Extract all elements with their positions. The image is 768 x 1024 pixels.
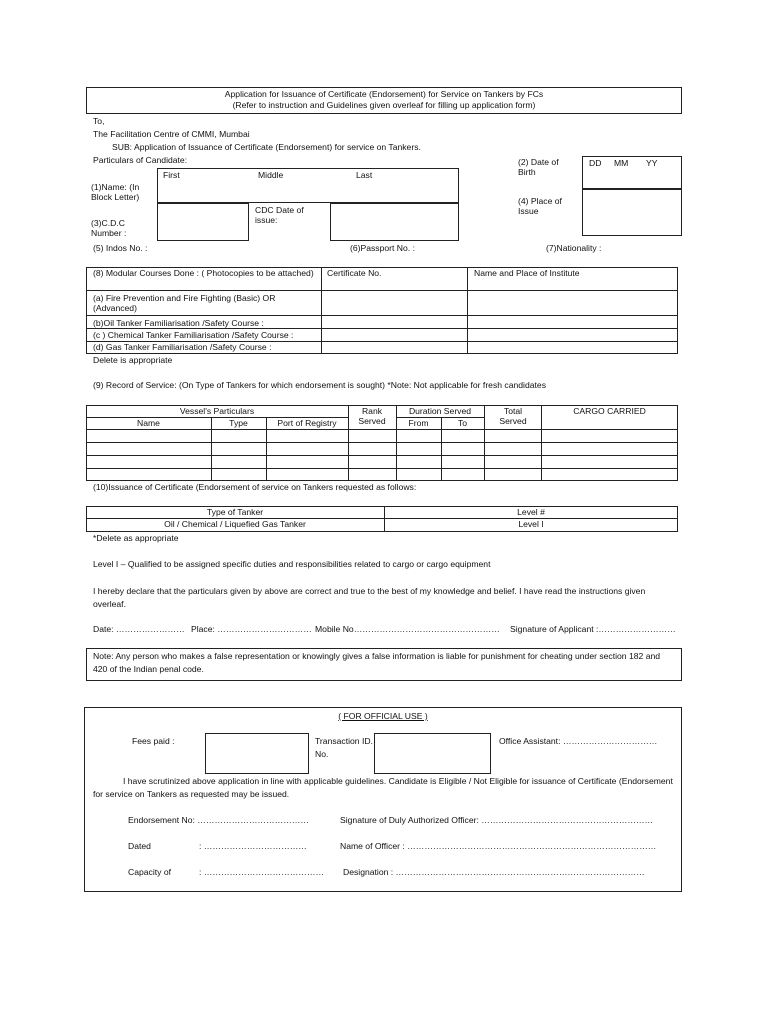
indos-label: (5) Indos No. : xyxy=(93,243,148,253)
modular-row-c: (c ) Chemical Tanker Familiarisation /Safety Course : xyxy=(93,330,294,340)
warning-text: Note: Any person who makes a false representation or knowingly gives a false information is liable for punishment for cheating under section 182 and 420 of the Indian penal code. xyxy=(93,651,661,674)
fees-label: Fees paid : xyxy=(132,736,175,746)
issuance-heading: (10)Issuance of Certificate (Endorsement of service on Tankers requested as follows: xyxy=(93,482,417,492)
capacity-field[interactable]: : …………………………………… xyxy=(199,867,325,877)
service-row-divider xyxy=(86,429,678,430)
vessel-particulars-header: Vessel's Particulars xyxy=(179,406,255,416)
mobile-field[interactable]: Mobile No…………………………………………… xyxy=(315,624,500,634)
date-field[interactable]: Date: …………………… xyxy=(93,624,185,634)
service-row-divider xyxy=(86,468,678,469)
from-header: From xyxy=(408,418,429,428)
tanker-type-header: Type of Tanker xyxy=(206,507,264,517)
modular-row-b: (b)Oil Tanker Familiarisation /Safety Course : xyxy=(93,318,264,328)
transaction-label: Transaction ID. No. xyxy=(315,736,373,759)
name-middle-col: Middle xyxy=(258,170,284,180)
modular-row-divider xyxy=(86,315,678,316)
service-row-divider xyxy=(86,442,678,443)
delete-note: Delete is appropriate xyxy=(93,355,173,365)
vessel-name-header: Name xyxy=(137,418,160,428)
modular-row-a: (a) Fire Prevention and Fire Fighting (Basic) OR (Advanced) xyxy=(93,293,276,314)
service-col-divider xyxy=(541,405,542,481)
duration-header: Duration Served xyxy=(408,406,472,416)
capacity-label: Capacity of xyxy=(128,867,171,877)
declaration-text: I hereby declare that the particulars given by above are correct and true to the best of my knowledge and belief. I have read the instructions given overleaf. xyxy=(93,586,646,609)
cdc-number-label: (3)C.D.C Number : xyxy=(91,218,127,239)
cdc-date-label: CDC Date of issue: xyxy=(255,205,304,226)
vessel-port-header: Port of Registry xyxy=(277,418,337,428)
form-title: Application for Issuance of Certificate (Endorsement) for Service on Tankers by FCs xyxy=(224,89,544,99)
modular-row-d: (d) Gas Tanker Familiarisation /Safety Course : xyxy=(93,342,272,352)
name-first-col: First xyxy=(163,170,180,180)
modular-row-divider xyxy=(86,290,678,291)
official-use-heading: ( FOR OFFICIAL USE ) xyxy=(338,711,428,721)
dob-dd: DD xyxy=(589,158,602,168)
subject: SUB: Application of Issuance of Certificate (Endorsement) for service on Tankers. xyxy=(112,142,421,152)
service-heading: (9) Record of Service: (On Type of Tankers for which endorsement is sought) *Note: Not applicable for fresh candidates xyxy=(93,380,546,390)
transaction-box[interactable] xyxy=(374,733,491,774)
name-label: (1)Name: (In Block Letter) xyxy=(91,182,140,203)
modular-header-institute: Name and Place of Institute xyxy=(474,268,580,278)
office-assistant-field[interactable]: Office Assistant: …………………………… xyxy=(499,736,658,746)
service-row-divider xyxy=(86,455,678,456)
place-field[interactable]: Place: …………………………… xyxy=(191,624,312,634)
place-of-issue-box[interactable] xyxy=(582,189,682,236)
modular-header-cert: Certificate No. xyxy=(327,268,382,278)
cdc-number-box[interactable] xyxy=(157,203,249,241)
to-header: To xyxy=(457,418,468,428)
name-box[interactable] xyxy=(157,168,459,203)
service-col-divider xyxy=(484,405,485,481)
applicant-signature-field[interactable]: Signature of Applicant :……………………… xyxy=(510,624,676,634)
dob-mm: MM xyxy=(614,158,629,168)
form-subtitle: (Refer to instruction and Guidelines given overleaf for filling up application form) xyxy=(232,100,536,110)
to-label: To, xyxy=(93,116,105,126)
endorsement-no-field[interactable]: Endorsement No: ………………………………… xyxy=(128,815,309,825)
dob-yy: YY xyxy=(646,158,658,168)
level-header: Level # xyxy=(517,507,545,517)
officer-name-field[interactable]: Name of Officer : …………………………………………………………………………… xyxy=(340,841,657,851)
service-col-divider xyxy=(348,405,349,481)
dated-field[interactable]: : ……………………………… xyxy=(199,841,307,851)
candidate-heading: Particulars of Candidate: xyxy=(93,155,188,165)
fees-box[interactable] xyxy=(205,733,309,774)
dated-label: Dated xyxy=(128,841,151,851)
name-last-col: Last xyxy=(356,170,373,180)
level-value: Level I xyxy=(518,519,544,529)
scrutiny-text: I have scrutinized above application in line with applicable guidelines. Candidate is Eligible / Not Eligible for issuance of Certificate (Endorsement for service on Tankers as requested may be issued. xyxy=(93,776,673,799)
modular-header-course: (8) Modular Courses Done : ( Photocopies to be attached) xyxy=(93,268,314,278)
level-description: Level I – Qualified to be assigned specific duties and responsibilities related to cargo or cargo equipment xyxy=(93,559,491,569)
cdc-date-box[interactable] xyxy=(330,203,459,241)
tanker-type-value: Oil / Chemical / Liquefied Gas Tanker xyxy=(164,519,306,529)
delete-as-appropriate: *Delete as appropriate xyxy=(93,533,179,543)
rank-header: Rank Served xyxy=(358,406,386,427)
passport-label: (6)Passport No. : xyxy=(350,243,415,253)
officer-signature-field[interactable]: Signature of Duly Authorized Officer: …………………………………………………… xyxy=(340,815,654,825)
designation-field[interactable]: Designation : …………………………………………………………………………… xyxy=(343,867,645,877)
cargo-header: CARGO CARRIED xyxy=(573,406,646,416)
nationality-label: (7)Nationality : xyxy=(546,243,602,253)
recipient: The Facilitation Centre of CMMI, Mumbai xyxy=(93,129,250,139)
total-header: Total Served xyxy=(499,406,527,427)
place-of-issue-label: (4) Place of Issue xyxy=(518,196,562,217)
vessel-type-header: Type xyxy=(229,418,248,428)
dob-label: (2) Date of Birth xyxy=(518,157,559,178)
